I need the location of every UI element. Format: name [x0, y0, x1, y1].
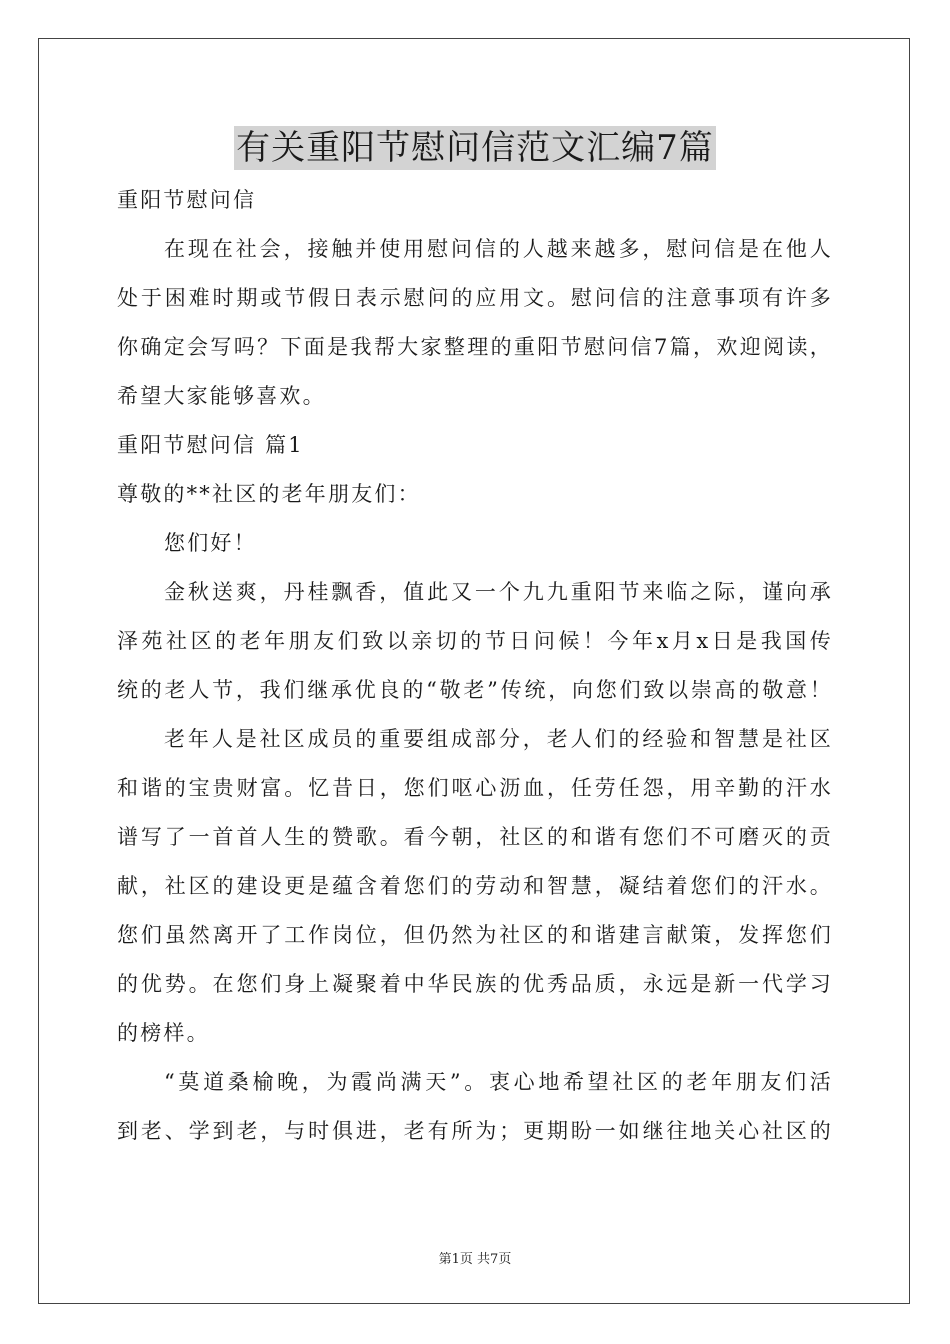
paragraph-line: 处于困难时期或节假日表示慰问的应用文。慰问信的注意事项有许多 [117, 286, 833, 310]
paragraph-line: 的榜样。 [117, 1021, 210, 1045]
paragraph-line: “莫道桑榆晚，为霞尚满天”。衷心地希望社区的老年朋友们活 [164, 1070, 833, 1094]
paragraph-line: 在现在社会，接触并使用慰问信的人越来越多，慰问信是在他人 [164, 237, 833, 261]
paragraph-line: 泽苑社区的老年朋友们致以亲切的节日问候！今年x月x日是我国传 [117, 629, 833, 653]
paragraph-line: 的优势。在您们身上凝聚着中华民族的优秀品质，永远是新一代学习 [117, 972, 833, 996]
paragraph-line: 老年人是社区成员的重要组成部分，老人们的经验和智慧是社区 [164, 727, 833, 751]
paragraph-line: 到老、学到老，与时俱进，老有所为；更期盼一如继往地关心社区的 [117, 1119, 833, 1143]
paragraph-line: 你确定会写吗？下面是我帮大家整理的重阳节慰问信7篇，欢迎阅读， [117, 335, 833, 359]
paragraph-line: 希望大家能够喜欢。 [117, 384, 326, 408]
section-heading: 重阳节慰问信 [117, 188, 257, 212]
section-heading: 重阳节慰问信 篇1 [117, 433, 304, 457]
paragraph-line: 您们虽然离开了工作岗位，但仍然为社区的和谐建言献策，发挥您们 [117, 923, 833, 947]
paragraph-line: 金秋送爽，丹桂飘香，值此又一个九九重阳节来临之际，谨向承 [164, 580, 833, 604]
paragraph-line: 和谐的宝贵财富。忆昔日，您们呕心沥血，任劳任怨，用辛勤的汗水 [117, 776, 833, 800]
paragraph-line: 统的老人节，我们继承优良的“敬老”传统，向您们致以崇高的敬意！ [117, 678, 833, 702]
paragraph-line: 谱写了一首首人生的赞歌。看今朝，社区的和谐有您们不可磨灭的贡 [117, 825, 833, 849]
salutation: 尊敬的**社区的老年朋友们： [117, 482, 421, 506]
paragraph-line: 献，社区的建设更是蕴含着您们的劳动和智慧，凝结着您们的汗水。 [117, 874, 833, 898]
title-container [0, 126, 950, 170]
greeting: 您们好！ [164, 531, 257, 555]
document-body [117, 176, 833, 1156]
document-title: 有关重阳节慰问信范文汇编7篇 [236, 128, 714, 168]
page-number-footer: 第1页 共7页 [438, 1252, 512, 1267]
